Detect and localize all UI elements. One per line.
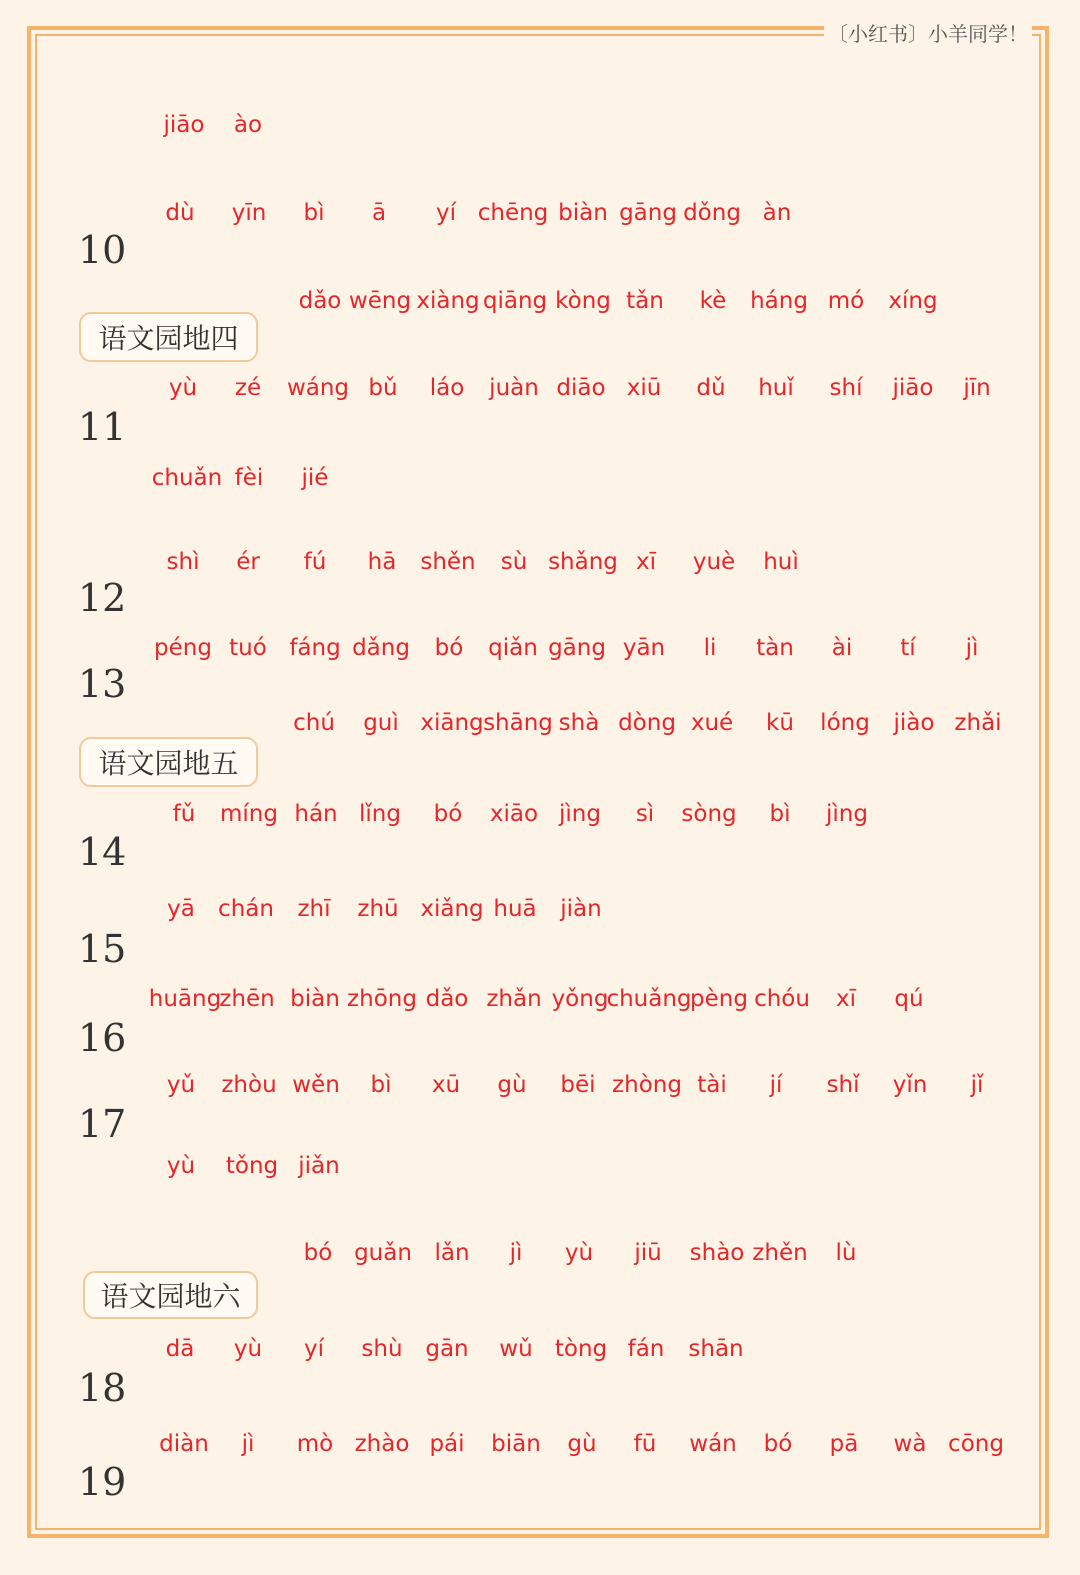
- pinyin-syllable: shǐ: [826, 1072, 860, 1098]
- pinyin-syllable: tǒng: [225, 1153, 279, 1179]
- pinyin-syllable: àn: [762, 200, 792, 226]
- pinyin-syllable: pèng: [690, 986, 748, 1012]
- pinyin-syllable: shà: [558, 710, 600, 736]
- pinyin-row: [0, 1334, 1080, 1374]
- pinyin-syllable: yǐn: [892, 1072, 928, 1098]
- lesson-number: 10: [78, 228, 127, 272]
- pinyin-syllable: wán: [689, 1431, 737, 1457]
- pinyin-row: [0, 894, 1080, 934]
- pinyin-row: [0, 633, 1080, 673]
- pinyin-syllable: gāng: [619, 200, 677, 226]
- pinyin-syllable: qiǎn: [488, 635, 538, 661]
- pinyin-syllable: yuè: [692, 549, 736, 575]
- pinyin-syllable: láo: [429, 375, 465, 401]
- pinyin-row: [0, 198, 1080, 238]
- pinyin-syllable: zhòng: [612, 1072, 682, 1098]
- pinyin-syllable: jìng: [826, 801, 868, 827]
- pinyin-syllable: sì: [635, 801, 655, 827]
- pinyin-syllable: tǎn: [626, 288, 664, 314]
- pinyin-syllable: zhī: [297, 896, 331, 922]
- pinyin-syllable: lóng: [820, 710, 870, 736]
- pinyin-syllable: hā: [367, 549, 397, 575]
- pinyin-syllable: shì: [166, 549, 200, 575]
- pinyin-syllable: yí: [435, 200, 457, 226]
- pinyin-syllable: tòng: [554, 1336, 608, 1362]
- pinyin-syllable: biān: [491, 1431, 541, 1457]
- pinyin-syllable: kè: [699, 288, 727, 314]
- pinyin-syllable: shǎng: [548, 549, 618, 575]
- pinyin-syllable: sòng: [681, 801, 737, 827]
- pinyin-syllable: yù: [233, 1336, 263, 1362]
- pinyin-syllable: xiāo: [489, 801, 539, 827]
- pinyin-syllable: tí: [900, 635, 916, 661]
- pinyin-syllable: dǔ: [696, 375, 726, 401]
- pinyin-syllable: gān: [425, 1336, 469, 1362]
- pinyin-syllable: shěn: [420, 549, 476, 575]
- pinyin-row: [0, 373, 1080, 413]
- section-label-garden-5: 语文园地五: [79, 737, 258, 787]
- pinyin-syllable: zhēn: [219, 986, 275, 1012]
- pinyin-syllable: jīn: [963, 375, 991, 401]
- pinyin-syllable: yù: [168, 375, 198, 401]
- pinyin-syllable: wǔ: [499, 1336, 533, 1362]
- pinyin-syllable: bēi: [560, 1072, 596, 1098]
- pinyin-syllable: fú: [303, 549, 327, 575]
- pinyin-syllable: xī: [835, 986, 857, 1012]
- pinyin-row: [0, 1429, 1080, 1469]
- pinyin-syllable: lǐng: [359, 801, 401, 827]
- pinyin-syllable: chuǎn: [151, 465, 223, 491]
- pinyin-syllable: dǒng: [683, 200, 741, 226]
- pinyin-syllable: jìng: [559, 801, 601, 827]
- pinyin-syllable: dā: [165, 1336, 195, 1362]
- pinyin-syllable: ài: [831, 635, 853, 661]
- pinyin-syllable: fèi: [234, 465, 264, 491]
- pinyin-syllable: zhǎi: [954, 710, 1002, 736]
- pinyin-syllable: jì: [965, 635, 979, 661]
- section-label-garden-6: 语文园地六: [83, 1271, 258, 1319]
- pinyin-syllable: shāng: [483, 710, 553, 736]
- pinyin-syllable: mó: [827, 288, 865, 314]
- section-label-garden-4: 语文园地四: [79, 312, 258, 362]
- pinyin-syllable: chán: [218, 896, 274, 922]
- pinyin-syllable: chēng: [477, 200, 549, 226]
- pinyin-syllable: yān: [622, 635, 666, 661]
- pinyin-syllable: chú: [293, 710, 335, 736]
- pinyin-syllable: lǎn: [434, 1240, 470, 1266]
- pinyin-syllable: xiāng: [420, 710, 484, 736]
- pinyin-syllable: yǔ: [166, 1072, 196, 1098]
- pinyin-syllable: fán: [627, 1336, 665, 1362]
- pinyin-syllable: kū: [766, 710, 794, 736]
- pinyin-row: [0, 984, 1080, 1024]
- pinyin-syllable: lù: [835, 1240, 857, 1266]
- pinyin-row: [0, 1151, 1080, 1191]
- pinyin-syllable: zhǎn: [486, 986, 542, 1012]
- pinyin-syllable: gāng: [548, 635, 606, 661]
- pinyin-syllable: ér: [236, 549, 260, 575]
- pinyin-syllable: hán: [294, 801, 338, 827]
- pinyin-syllable: zhòu: [221, 1072, 277, 1098]
- lesson-number: 16: [78, 1016, 127, 1060]
- pinyin-syllable: zé: [234, 375, 262, 401]
- pinyin-syllable: qú: [894, 986, 924, 1012]
- pinyin-syllable: shān: [688, 1336, 744, 1362]
- pinyin-syllable: biàn: [290, 986, 340, 1012]
- pinyin-syllable: yù: [166, 1153, 196, 1179]
- pinyin-syllable: jiàn: [560, 896, 602, 922]
- pinyin-syllable: fáng: [289, 635, 341, 661]
- pinyin-syllable: jiāo: [892, 375, 934, 401]
- pinyin-syllable: yí: [303, 1336, 325, 1362]
- pinyin-syllable: jì: [509, 1240, 523, 1266]
- pinyin-syllable: xiàng: [416, 288, 480, 314]
- pinyin-syllable: xiǎng: [420, 896, 484, 922]
- lesson-number: 15: [78, 927, 127, 971]
- pinyin-syllable: zhěn: [752, 1240, 808, 1266]
- pinyin-syllable: chóu: [754, 986, 810, 1012]
- pinyin-syllable: diàn: [159, 1431, 209, 1457]
- pinyin-syllable: jiǎn: [298, 1153, 340, 1179]
- pinyin-syllable: wēng: [348, 288, 412, 314]
- pinyin-syllable: wà: [893, 1431, 927, 1457]
- pinyin-syllable: pái: [429, 1431, 465, 1457]
- pinyin-syllable: huāng: [148, 986, 222, 1012]
- pinyin-syllable: shí: [829, 375, 863, 401]
- pinyin-syllable: bì: [303, 200, 325, 226]
- lesson-number: 12: [78, 576, 127, 620]
- pinyin-syllable: jié: [301, 465, 329, 491]
- pinyin-syllable: wěn: [292, 1072, 340, 1098]
- pinyin-syllable: huǐ: [758, 375, 794, 401]
- lesson-number: 13: [78, 662, 127, 706]
- pinyin-syllable: dù: [165, 200, 195, 226]
- pinyin-syllable: kòng: [555, 288, 611, 314]
- pinyin-syllable: yǒng: [551, 986, 609, 1012]
- lesson-number: 11: [78, 405, 127, 449]
- pinyin-row: [0, 463, 1080, 503]
- pinyin-syllable: bǔ: [368, 375, 398, 401]
- pinyin-syllable: fǔ: [172, 801, 196, 827]
- lesson-number: 19: [78, 1460, 127, 1504]
- pinyin-syllable: bì: [769, 801, 791, 827]
- pinyin-syllable: jǐ: [970, 1072, 984, 1098]
- pinyin-syllable: guì: [363, 710, 399, 736]
- pinyin-syllable: bì: [370, 1072, 392, 1098]
- pinyin-syllable: juàn: [489, 375, 539, 401]
- pinyin-syllable: yā: [167, 896, 195, 922]
- pinyin-syllable: dǎo: [298, 288, 342, 314]
- pinyin-syllable: huì: [763, 549, 799, 575]
- watermark: 〔小红书〕小羊同学！: [824, 18, 1032, 47]
- pinyin-syllable: jí: [769, 1072, 783, 1098]
- pinyin-row: [0, 110, 1080, 150]
- pinyin-syllable: xū: [431, 1072, 461, 1098]
- pinyin-syllable: huā: [493, 896, 537, 922]
- pinyin-syllable: tài: [697, 1072, 727, 1098]
- pinyin-syllable: ā: [371, 200, 387, 226]
- pinyin-syllable: diāo: [556, 375, 606, 401]
- pinyin-syllable: cōng: [948, 1431, 1004, 1457]
- pinyin-syllable: gù: [497, 1072, 527, 1098]
- pinyin-syllable: jiāo: [163, 112, 205, 138]
- pinyin-syllable: dòng: [618, 710, 676, 736]
- pinyin-syllable: xiū: [626, 375, 662, 401]
- pinyin-syllable: shù: [361, 1336, 403, 1362]
- pinyin-syllable: ào: [233, 112, 263, 138]
- pinyin-syllable: chuǎng: [606, 986, 692, 1012]
- pinyin-syllable: xué: [690, 710, 734, 736]
- pinyin-syllable: biàn: [558, 200, 608, 226]
- pinyin-syllable: li: [703, 635, 717, 661]
- pinyin-syllable: shào: [689, 1240, 745, 1266]
- pinyin-syllable: bó: [434, 635, 464, 661]
- pinyin-syllable: guǎn: [354, 1240, 412, 1266]
- pinyin-syllable: zhū: [357, 896, 399, 922]
- pinyin-syllable: wáng: [286, 375, 350, 401]
- pinyin-syllable: dǎng: [352, 635, 410, 661]
- pinyin-syllable: tuó: [229, 635, 267, 661]
- pinyin-syllable: qiāng: [482, 288, 548, 314]
- pinyin-syllable: jiào: [893, 710, 935, 736]
- pinyin-syllable: zhōng: [347, 986, 417, 1012]
- pinyin-syllable: xī: [635, 549, 657, 575]
- pinyin-row: [0, 547, 1080, 587]
- lesson-number: 17: [78, 1102, 127, 1146]
- pinyin-syllable: dǎo: [425, 986, 469, 1012]
- pinyin-row: [0, 1070, 1080, 1110]
- pinyin-syllable: jì: [241, 1431, 255, 1457]
- lesson-number: 18: [78, 1366, 127, 1410]
- pinyin-syllable: bó: [303, 1240, 333, 1266]
- pinyin-syllable: bó: [763, 1431, 793, 1457]
- pinyin-syllable: xíng: [888, 288, 938, 314]
- pinyin-syllable: bó: [433, 801, 463, 827]
- pinyin-syllable: jiū: [634, 1240, 662, 1266]
- pinyin-syllable: fū: [633, 1431, 657, 1457]
- pinyin-syllable: pā: [829, 1431, 859, 1457]
- pinyin-syllable: sù: [500, 549, 528, 575]
- pinyin-syllable: míng: [220, 801, 278, 827]
- pinyin-syllable: gù: [567, 1431, 597, 1457]
- lesson-number: 14: [78, 830, 127, 874]
- pinyin-syllable: háng: [750, 288, 808, 314]
- pinyin-syllable: yù: [564, 1240, 594, 1266]
- pinyin-syllable: tàn: [756, 635, 794, 661]
- pinyin-syllable: zhào: [354, 1431, 410, 1457]
- pinyin-syllable: yīn: [231, 200, 267, 226]
- pinyin-syllable: mò: [296, 1431, 334, 1457]
- pinyin-row: [0, 799, 1080, 839]
- pinyin-syllable: péng: [154, 635, 212, 661]
